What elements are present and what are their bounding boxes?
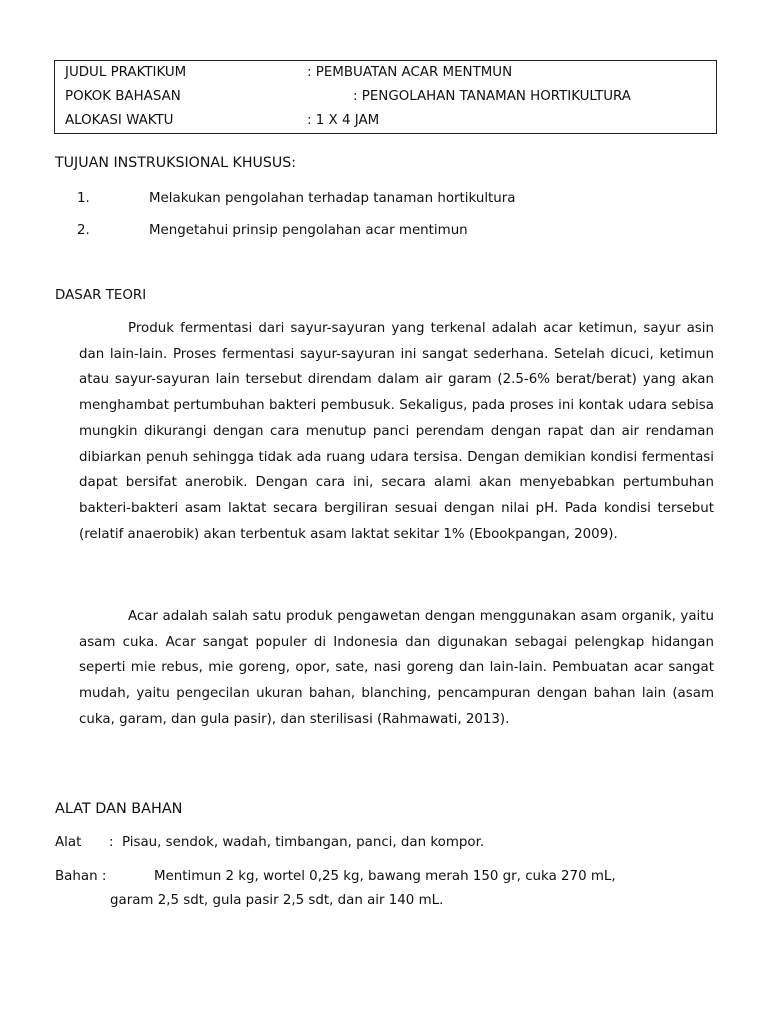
alat-value: Pisau, sendok, wadah, timbangan, panci, dan kompor.	[122, 835, 485, 850]
alat-separator: :	[109, 835, 114, 850]
bahan-value-continued: garam 2,5 sdt, gula pasir 2,5 sdt, dan air 140 mL.	[110, 893, 444, 908]
bahan-value: Mentimun 2 kg, wortel 0,25 kg, bawang merah 150 gr, cuka 270 mL,	[154, 869, 616, 884]
alat-label: Alat	[55, 835, 82, 850]
header-label: JUDUL PRAKTIKUM	[65, 65, 187, 80]
dasar-teori-paragraph-1: Produk fermentasi dari sayur-sayuran yang terkenal adalah acar ketimun, sayur asin dan lain-lain. Proses fermentasi sayur-sayuran ini sangat sederhana. Setelah dicuci, ketimun atau sayur-sayuran lain tersebut direndam dalam air garam (2.5-6% berat/berat) yang akan menghambat pertumbuhan bakteri pembusuk. Sekaligus, pada proses ini kontak udara sebisa mungkin dikurangi dengan cara menutup panci perendam dengan rapat dan air rendaman dibiarkan penuh sehingga tidak ada ruang udara tersisa. Dengan demikian kondisi fermentasi dapat bersifat anerobik. Dengan cara ini, secara alami akan menyebabkan pertumbuhan bakteri-bakteri asam laktat secara bergiliran sesuai dengan nilai pH. Pada kondisi tersebut (relatif anaerobik) akan terbentuk asam laktat sekitar 1% (Ebookpangan, 2009).	[79, 321, 714, 542]
dasar-teori-heading: DASAR TEORI	[55, 288, 147, 303]
list-text: Mengetahui prinsip pengolahan acar mentimun	[149, 223, 468, 238]
list-item	[77, 189, 717, 221]
header-label: ALOKASI WAKTU	[65, 113, 174, 128]
list-item	[77, 221, 717, 253]
list-text: Melakukan pengolahan terhadap tanaman hortikultura	[149, 191, 516, 206]
alat-bahan-heading: ALAT DAN BAHAN	[55, 801, 183, 817]
header-value: : PEMBUATAN ACAR MENTMUN	[307, 65, 513, 80]
tujuan-list	[77, 189, 717, 253]
tujuan-heading: TUJUAN INSTRUKSIONAL KHUSUS:	[55, 155, 297, 171]
header-label: POKOK BAHASAN	[65, 89, 181, 104]
header-value: : PENGOLAHAN TANAMAN HORTIKULTURA	[353, 89, 631, 104]
bahan-label: Bahan :	[55, 869, 107, 884]
alat-row	[55, 833, 485, 853]
bahan-row	[55, 867, 616, 887]
list-number: 2.	[77, 223, 90, 238]
header-info-box	[54, 60, 717, 134]
header-value: : 1 X 4 JAM	[307, 113, 380, 128]
list-number: 1.	[77, 191, 90, 206]
dasar-teori-paragraph-2: Acar adalah salah satu produk pengawetan dengan menggunakan asam organik, yaitu asam cuka. Acar sangat populer di Indonesia dan digunakan sebagai pelengkap hidangan seperti mie rebus, mie goreng, opor, sate, nasi goreng dan lain-lain. Pembuatan acar sangat mudah, yaitu pengecilan ukuran bahan, blanching, pencampuran dengan bahan lain (asam cuka, garam, dan gula pasir), dan sterilisasi (Rahmawati, 2013).	[79, 609, 714, 727]
